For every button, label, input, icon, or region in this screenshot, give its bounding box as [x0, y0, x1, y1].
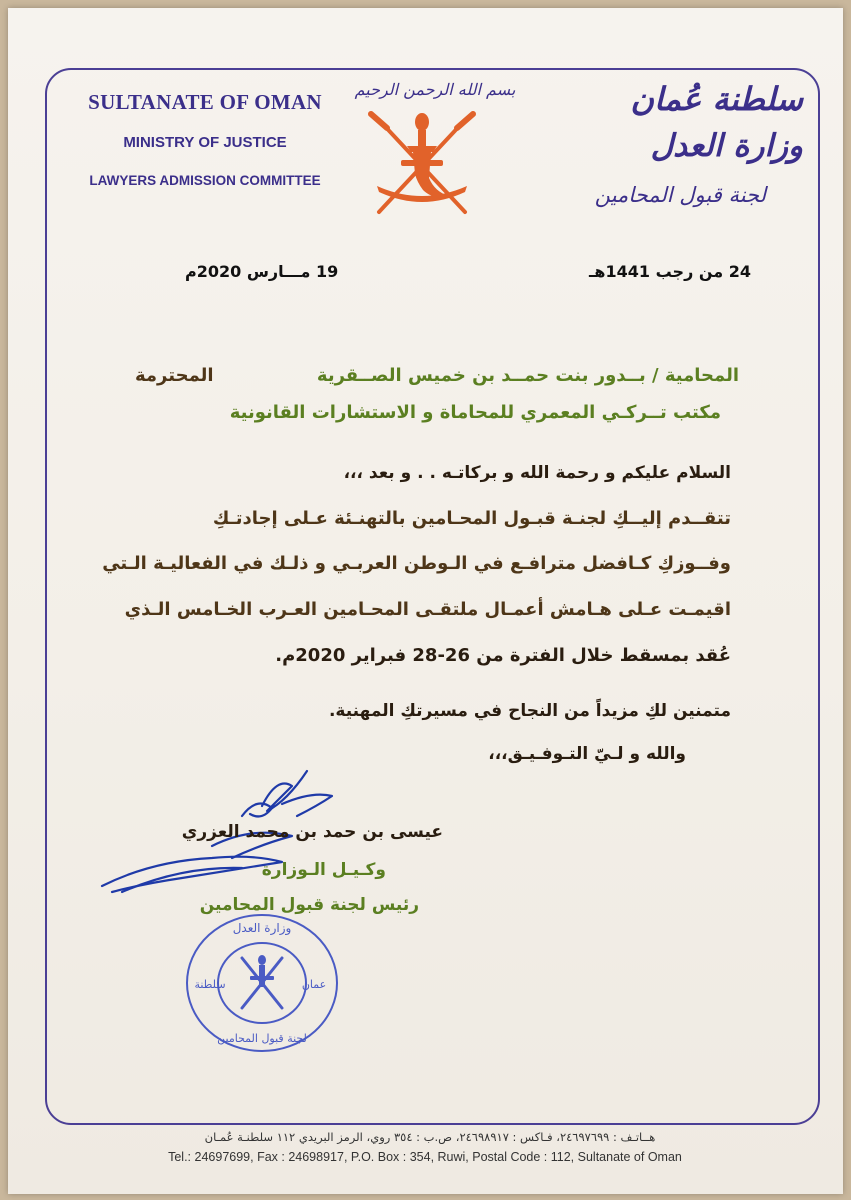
oman-khanjar-emblem-icon [357, 108, 487, 220]
signatory-title: وكـيـل الـوزارة [261, 860, 386, 880]
recipient-name: المحامية / بــدور بنت حمــد بن خميس الصــقرية [316, 365, 739, 386]
greeting-line: السلام عليكم و رحمة الله و بركاتـه . . و بعد ،،، [343, 463, 731, 483]
stamp-text-top: وزارة العدل [232, 921, 292, 935]
basmala-calligraphy: بسم الله الرحمن الرحيم [354, 80, 516, 99]
signatory-role: رئيس لجنة قبول المحامين [199, 895, 419, 915]
stamp-text-bottom: لجنة قبول المحامين [217, 1032, 307, 1045]
en-ministry-name: MINISTRY OF JUSTICE [123, 134, 287, 151]
hijri-date: 24 من رجب 1441هـ [588, 262, 751, 281]
signatory-name: عيسى بن حمد بن محمد العزري [181, 822, 443, 842]
recipient-honorific: المحترمة [135, 365, 214, 386]
footer-contact-arabic: هــاتـف : ٢٤٦٩٧٦٩٩، فـاكس : ٢٤٦٩٨٩١٧، ص.ب : ٣٥٤ روي، الرمز البريدي ١١٢ سلطنـة عُمـان [204, 1130, 656, 1144]
stamp-text-left: سلطنة [194, 978, 226, 991]
en-country-title: SULTANATE OF OMAN [88, 90, 322, 114]
wish-line: متمنين لكِ مزيداً من النجاح في مسيرتكِ المهنية. [328, 701, 731, 721]
letter-border-frame [45, 68, 820, 1125]
body-paragraph-line-4: عُقد بمسقط خلال الفترة من 26-28 فبراير 2020م. [275, 645, 731, 666]
en-committee-name: LAWYERS ADMISSION COMMITTEE [89, 173, 321, 188]
official-stamp [182, 908, 342, 1058]
body-paragraph-line-2: وفــوزكِ كـافضل مترافـع في الـوطن العربـي و ذلـك في الفعاليـة الـتي [102, 553, 731, 574]
ar-ministry-name: وزارة العدل [650, 128, 803, 164]
recipient-office: مكتب تــركـي المعمري للمحاماة و الاستشارات القانونية [229, 402, 721, 423]
ar-country-title: سلطنة عُمان [630, 80, 803, 118]
body-paragraph-line-1: تتقــدم إليــكِ لجنـة قبـول المحـامين بالتهنـئة عـلى إجادتـكِ [212, 508, 731, 529]
closing-line: والله و لـيّ التـوفـيـق،،، [488, 744, 686, 764]
footer-contact-english: Tel.: 24697699, Fax : 24698917, P.O. Box : 354, Ruwi, Postal Code : 112, Sultanate of Oman [168, 1150, 682, 1164]
ar-committee-name: لجنة قبول المحامين [594, 183, 766, 207]
stamp-text-right: عمان [301, 978, 327, 991]
gregorian-date: 19 مـــارس 2020م [185, 262, 339, 281]
body-paragraph-line-3: اقيمـت عـلى هـامش أعمـال ملتقـى المحـامين العـرب الخـامس الـذي [124, 599, 731, 620]
